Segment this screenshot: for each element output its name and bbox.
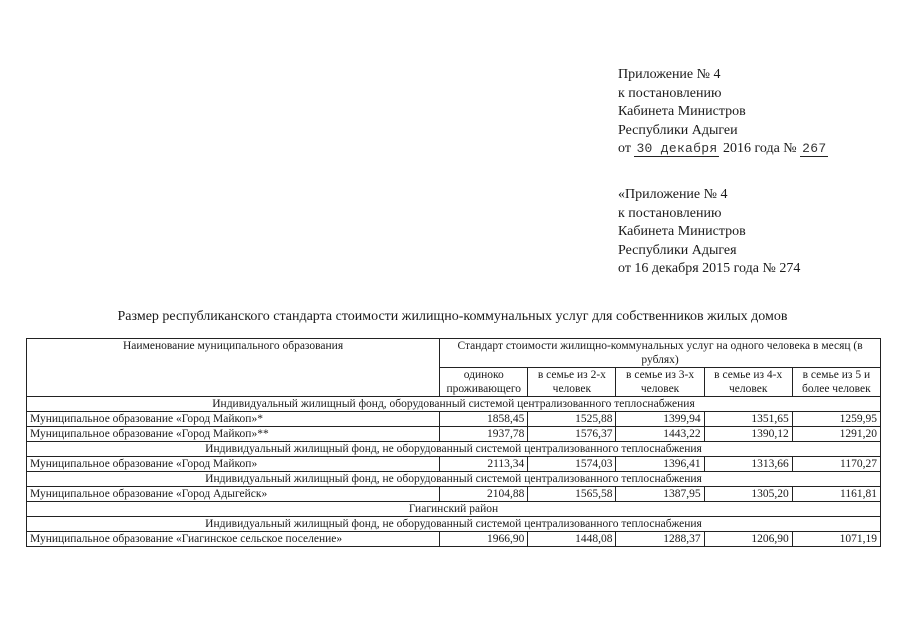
row-name: Муниципальное образование «Город Адыгейск» [27,487,440,502]
section-title: Индивидуальный жилищный фонд, не оборудованный системой централизованного теплоснабжения [27,442,881,457]
document-title: Размер республиканского стандарта стоимости жилищно-коммунальных услуг для собственников жилых домов [117,309,788,324]
cell-value: 2104,88 [440,487,528,502]
table-row [27,457,881,472]
section-row [27,397,881,412]
district-title: Гиагинский район [27,502,881,517]
resolution-number: 267 [802,141,827,156]
cell-value: 1390,12 [704,427,792,442]
date-prefix: от [618,141,631,156]
appendix-line: Приложение № 4 [618,67,721,82]
header-col-5: в семье из 5 и более человек [792,368,880,397]
header-col-2: в семье из 2-х человек [528,368,616,397]
table-row [27,412,881,427]
table-row [27,487,881,502]
header-group: Стандарт стоимости жилищно-коммунальных услуг на одного человека в месяц (в рублях) [440,339,881,368]
section-title: Индивидуальный жилищный фонд, не оборудованный системой централизованного теплоснабжения [27,517,881,532]
header-col-4: в семье из 4-х человек [704,368,792,397]
row-name: Муниципальное образование «Город Майкоп»* [27,412,440,427]
cell-value: 1565,58 [528,487,616,502]
cell-value: 1259,95 [792,412,880,427]
appendix-line: к постановлению [618,85,722,101]
cell-value: 1305,20 [704,487,792,502]
cell-value: 1858,45 [440,412,528,427]
appendix-line: Республики Адыгея [618,242,737,258]
cell-value: 2113,34 [440,457,528,472]
cell-value: 1574,03 [528,457,616,472]
cell-value: 1206,90 [704,532,792,547]
cell-value: 1351,65 [704,412,792,427]
section-title: Индивидуальный жилищный фонд, оборудованный системой централизованного теплоснабжения [27,397,881,412]
cell-value: 1443,22 [616,427,704,442]
cell-value: 1525,88 [528,412,616,427]
header-col-3: в семье из 3-х человек [616,368,704,397]
appendix-line: Кабинета Министров [618,104,746,119]
appendix-line: Республики Адыгеи [618,122,738,138]
cell-value: 1576,37 [528,427,616,442]
cell-value: 1399,94 [616,412,704,427]
appendix-line: от 16 декабря 2015 года № 274 [618,261,801,276]
cell-value: 1071,19 [792,532,880,547]
cell-value: 1396,41 [616,457,704,472]
row-name: Муниципальное образование «Гиагинское сельское поселение» [27,532,440,547]
appendix-line: к постановлению [618,205,722,221]
cell-value: 1387,95 [616,487,704,502]
appendix-line: «Приложение № 4 [618,187,728,202]
cell-value: 1313,66 [704,457,792,472]
section-row [27,517,881,532]
appendix-line: Кабинета Министров [618,224,746,239]
table-row [27,427,881,442]
table-row [27,532,881,547]
standard-cost-table [26,338,881,547]
header-name: Наименование муниципального образования [27,339,440,397]
cell-value: 1448,08 [528,532,616,547]
header-col-1: одиноко проживающего [440,368,528,397]
section-row [27,502,881,517]
table-header-row [27,339,881,368]
appendix-date-line [618,140,828,159]
section-row [27,472,881,487]
cell-value: 1161,81 [792,487,880,502]
section-title: Индивидуальный жилищный фонд, не оборудованный системой централизованного теплоснабжения [27,472,881,487]
date-day-month: 30 декабря [636,141,718,156]
cell-value: 1291,20 [792,427,880,442]
date-year: 2016 года № [722,141,797,156]
row-name: Муниципальное образование «Город Майкоп»** [27,427,440,442]
appendix-header-previous [618,186,800,279]
cell-value: 1170,27 [792,457,880,472]
section-row [27,442,881,457]
cell-value: 1937,78 [440,427,528,442]
cell-value: 1288,37 [616,532,704,547]
cell-value: 1966,90 [440,532,528,547]
appendix-header-current [618,66,828,159]
row-name: Муниципальное образование «Город Майкоп» [27,457,440,472]
